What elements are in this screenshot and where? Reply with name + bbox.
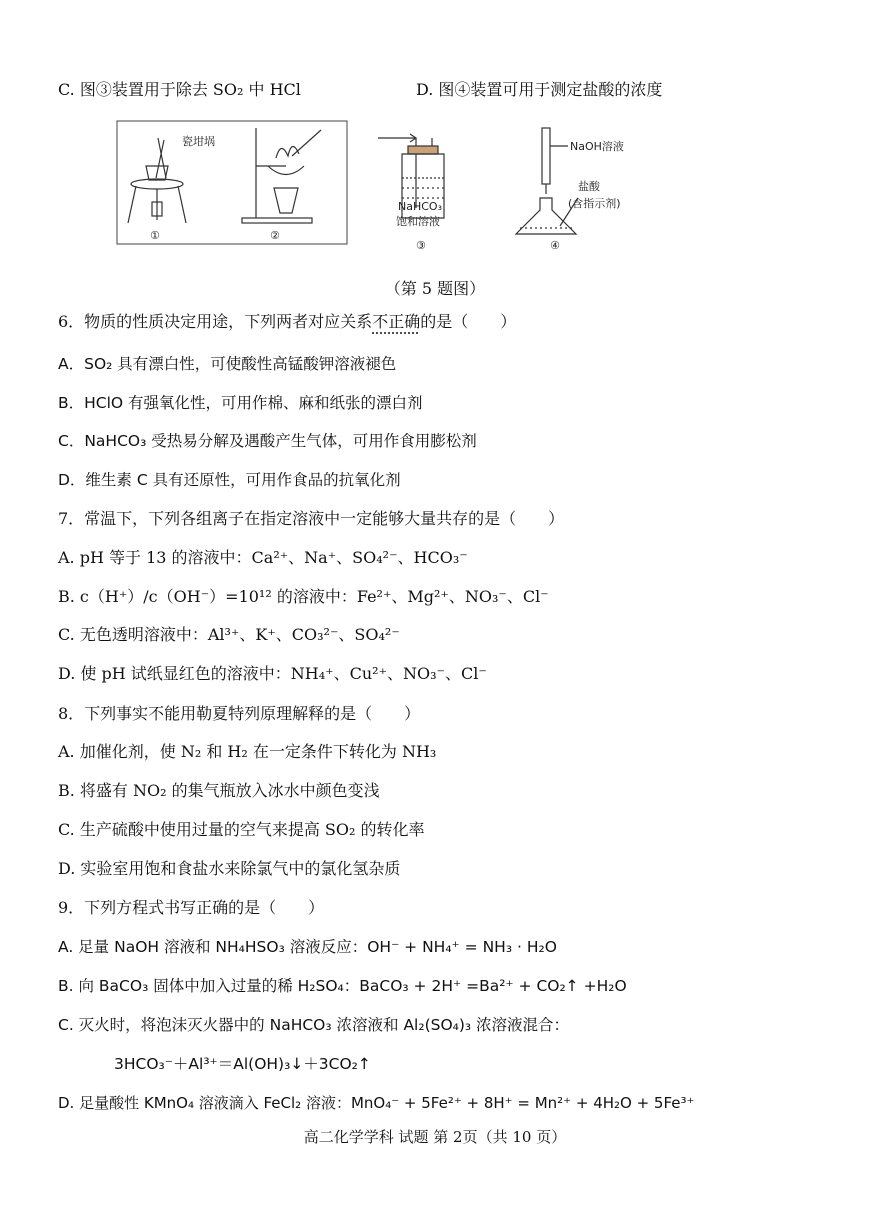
q8-option-b: B. 将盛有 NO₂ 的集气瓶放入冰水中颜色变浅 bbox=[58, 781, 380, 800]
q9-option-a: A. 足量 NaOH 溶液和 NH₄HSO₃ 溶液反应：OH⁻ + NH₄⁺ = NH₃ · H₂O bbox=[58, 938, 557, 956]
label-n4: ④ bbox=[550, 239, 560, 252]
label-crucible: 瓷坩埚 bbox=[182, 135, 215, 148]
q8-option-d: D. 实验室用饱和食盐水来除氯气中的氯化氢杂质 bbox=[58, 859, 401, 878]
label-n3: ③ bbox=[416, 239, 426, 252]
q7-option-b: B. c（H⁺）/c（OH⁻）=10¹² 的溶液中：Fe²⁺、Mg²⁺、NO₃⁻、Cl⁻ bbox=[58, 587, 549, 606]
stand-apparatus bbox=[242, 128, 321, 223]
label-n1: ① bbox=[150, 229, 160, 242]
q7-option-a: A. pH 等于 13 的溶液中：Ca²⁺、Na⁺、SO₄²⁻、HCO₃⁻ bbox=[58, 548, 468, 567]
option-5c: C. 图③装置用于除去 SO₂ 中 HCl bbox=[58, 80, 301, 99]
apparatus-drawings bbox=[116, 118, 656, 268]
label-naoh: NaOH溶液 bbox=[570, 140, 624, 153]
q7-option-c: C. 无色透明溶液中：Al³⁺、K⁺、CO₃²⁻、SO₄²⁻ bbox=[58, 625, 400, 644]
figure-frame bbox=[117, 121, 347, 244]
page-footer: 高二化学学科 试题 第 2页（共 10 页） bbox=[303, 1128, 567, 1146]
q6-stem-part2: 的是（ ） bbox=[420, 312, 517, 331]
q6-stem-part1: 6．物质的性质决定用途，下列两者对应关系 bbox=[58, 312, 373, 331]
label-n2: ② bbox=[270, 229, 280, 242]
titration-apparatus bbox=[516, 128, 578, 234]
q7-option-d: D. 使 pH 试纸显红色的溶液中：NH₄⁺、Cu²⁺、NO₃⁻、Cl⁻ bbox=[58, 664, 487, 683]
q6-stem-emphasis: 不正确 bbox=[372, 312, 421, 331]
q6-option-d: D．维生素 C 具有还原性，可用作食品的抗氧化剂 bbox=[58, 471, 401, 489]
q9-option-c: C. 灭火时，将泡沫灭火器中的 NaHCO₃ 浓溶液和 Al₂(SO₄)₃ 浓溶液混合： bbox=[58, 1016, 570, 1034]
q6-option-c: C．NaHCO₃ 受热易分解及遇酸产生气体，可用作食用膨松剂 bbox=[58, 432, 477, 450]
q8-option-c: C. 生产硫酸中使用过量的空气来提高 SO₂ 的转化率 bbox=[58, 820, 425, 839]
q9-option-c-equation: 3HCO₃⁻＋Al³⁺＝Al(OH)₃↓＋3CO₂↑ bbox=[114, 1055, 371, 1073]
q9-stem: 9．下列方程式书写正确的是（ ） bbox=[58, 898, 325, 917]
label-hcl: 盐酸 bbox=[578, 180, 600, 193]
figure-caption: （第 5 题图） bbox=[384, 279, 486, 298]
q9-option-d: D. 足量酸性 KMnO₄ 溶液滴入 FeCl₂ 溶液：MnO₄⁻ + 5Fe²⁺ + 8H⁺ = Mn²⁺ + 4H₂O + 5Fe³⁺ bbox=[58, 1094, 695, 1112]
label-saturated: 饱和溶液 bbox=[396, 215, 440, 228]
q6-option-b: B．HClO 有强氧化性，可用作棉、麻和纸张的漂白剂 bbox=[58, 394, 423, 412]
q7-stem: 7．常温下，下列各组离子在指定溶液中一定能够大量共存的是（ ） bbox=[58, 509, 565, 528]
q6-option-a: A．SO₂ 具有漂白性，可使酸性高锰酸钾溶液褪色 bbox=[58, 355, 397, 373]
label-indicator: (含指示剂) bbox=[568, 197, 621, 210]
crucible-apparatus bbox=[128, 138, 186, 223]
label-nahco3: NaHCO₃ bbox=[398, 200, 442, 213]
q9-option-b: B. 向 BaCO₃ 固体中加入过量的稀 H₂SO₄：BaCO₃ + 2H⁺ =Ba²⁺ + CO₂↑ +H₂O bbox=[58, 977, 627, 995]
option-5d: D. 图④装置可用于测定盐酸的浓度 bbox=[416, 80, 663, 99]
q8-option-a: A. 加催化剂，使 N₂ 和 H₂ 在一定条件下转化为 NH₃ bbox=[58, 742, 437, 761]
q6-stem bbox=[58, 312, 516, 332]
apparatus-figure bbox=[116, 118, 656, 268]
q8-stem: 8．下列事实不能用勒夏特列原理解释的是（ ） bbox=[58, 704, 421, 723]
